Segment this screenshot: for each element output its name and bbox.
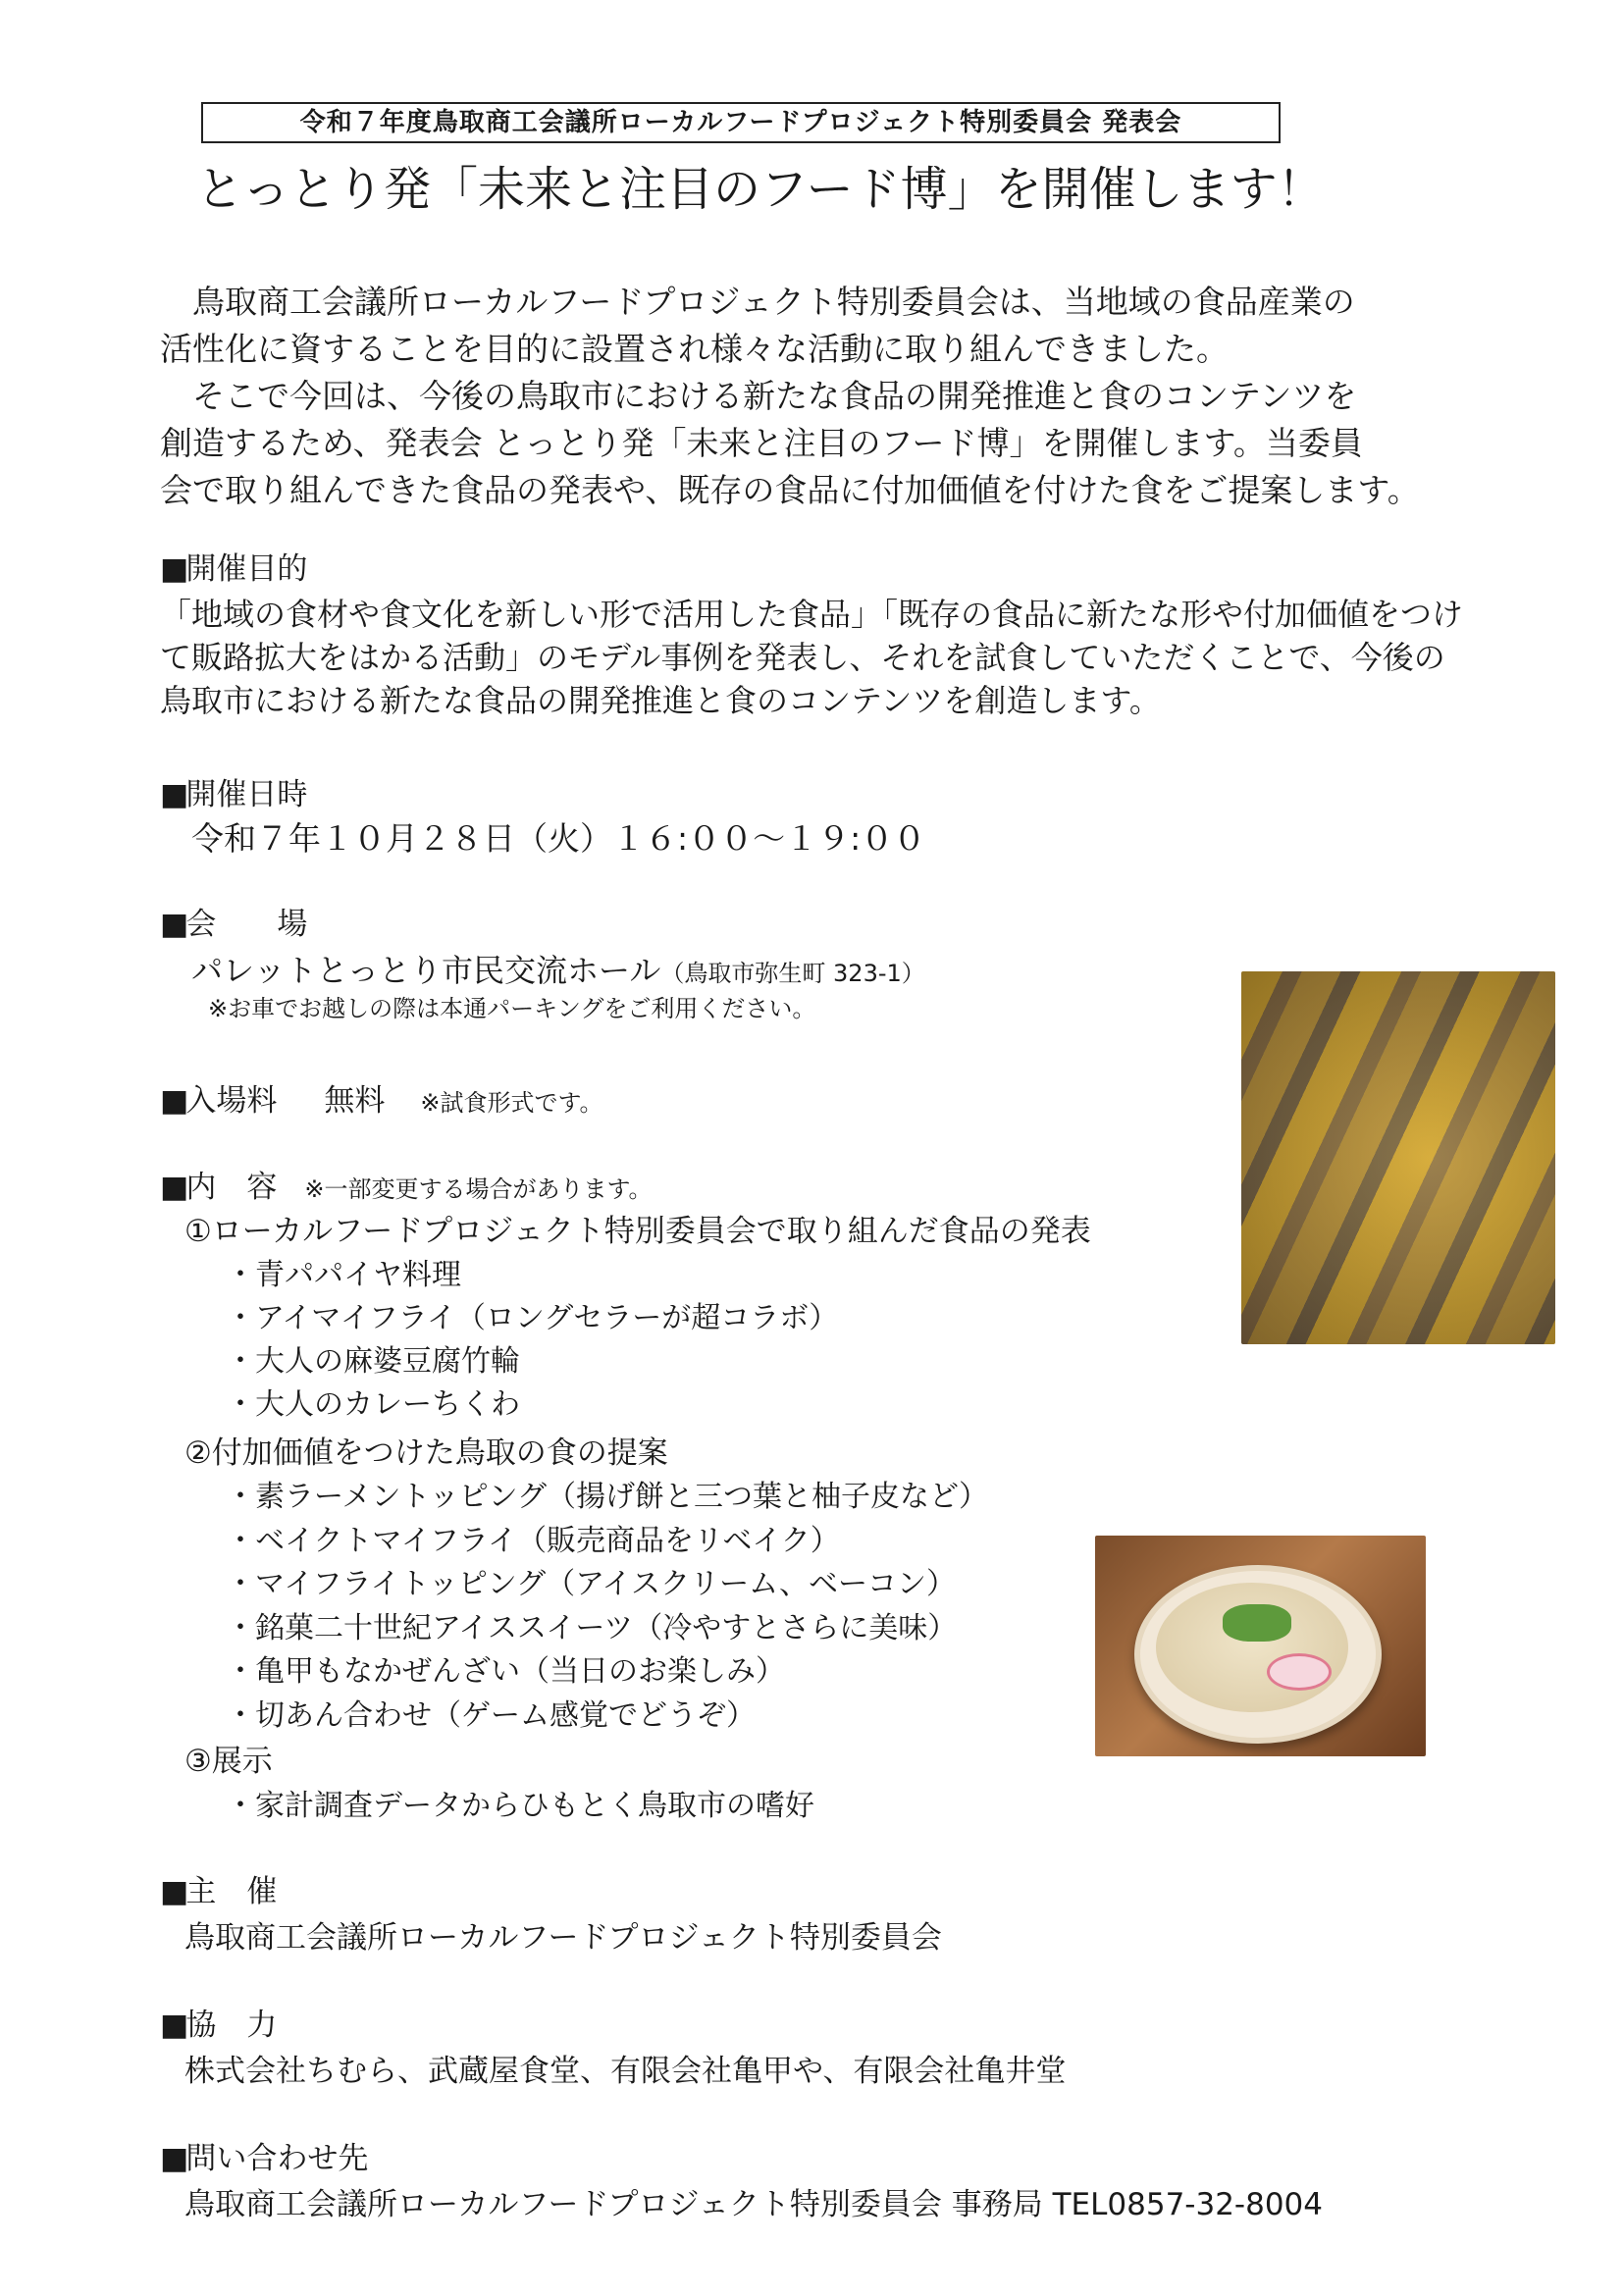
intro-line: 会で取り組んできた食品の発表や、既存の食品に付加価値を付けた食をご提案します。 bbox=[160, 471, 1420, 509]
square-bullet-icon: ■ bbox=[160, 1874, 189, 1909]
square-bullet-icon: ■ bbox=[160, 777, 189, 812]
content-section-3-list bbox=[226, 1784, 814, 1829]
soup-shape bbox=[1156, 1583, 1348, 1712]
square-bullet-icon: ■ bbox=[160, 1170, 189, 1205]
fee-value: 無料 bbox=[324, 1083, 386, 1119]
chikuwa-product-photo bbox=[1241, 971, 1555, 1344]
ramen-bowl-photo bbox=[1095, 1536, 1426, 1756]
fee-note: ※試食形式です。 bbox=[420, 1089, 603, 1117]
content-section-2-title: ②付加価値をつけた鳥取の食の提案 bbox=[184, 1435, 668, 1471]
intro-paragraphs bbox=[160, 279, 1534, 514]
organizer-heading: ■主 催 bbox=[160, 1874, 278, 1909]
kamaboko-topping bbox=[1267, 1653, 1332, 1691]
list-item: ・素ラーメントッピング（揚げ餅と三つ葉と柚子皮など） bbox=[226, 1480, 988, 1514]
list-item: ・大人の麻婆豆腐竹輪 bbox=[226, 1344, 520, 1379]
content-section-1-title: ①ローカルフードプロジェクト特別委員会で取り組んだ食品の発表 bbox=[184, 1214, 1091, 1249]
purpose-line: て販路拡大をはかる活動」のモデル事例を発表し、それを試食していただくことで、今後の bbox=[160, 639, 1445, 676]
list-item: ・ベイクトマイフライ（販売商品をリベイク） bbox=[226, 1523, 840, 1558]
purpose-heading: ■開催目的 bbox=[160, 551, 308, 587]
datetime-value: 令和７年１０月２８日（火）１６:００～１９:００ bbox=[191, 819, 926, 858]
list-item: ・大人のカレーちくわ bbox=[226, 1387, 520, 1422]
contact-heading: ■問い合わせ先 bbox=[160, 2141, 369, 2176]
intro-line: 鳥取商工会議所ローカルフードプロジェクト特別委員会は、当地域の食品産業の bbox=[192, 283, 1355, 321]
content-section-2-list bbox=[226, 1476, 988, 1738]
purpose-line: 「地域の食材や食文化を新しい形で活用した食品」「既存の食品に新たな形や付加価値をつけ bbox=[160, 596, 1464, 633]
venue-name: パレットとっとり市民交流ホール bbox=[191, 952, 661, 989]
green-onion-topping bbox=[1223, 1604, 1291, 1642]
datetime-heading: ■開催日時 bbox=[160, 777, 308, 812]
event-subtitle-box bbox=[201, 102, 1281, 143]
venue-note: ※お車でお越しの際は本通パーキングをご利用ください。 bbox=[208, 995, 816, 1022]
list-item: ・アイマイフライ（ロングセラーが超コラボ） bbox=[226, 1301, 839, 1335]
list-item: ・青パパイヤ料理 bbox=[226, 1258, 461, 1292]
square-bullet-icon: ■ bbox=[160, 2141, 189, 2176]
content-section-3-title: ③展示 bbox=[184, 1744, 273, 1779]
square-bullet-icon: ■ bbox=[160, 551, 189, 587]
event-subtitle: 令和７年度鳥取商工会議所ローカルフードプロジェクト特別委員会 発表会 bbox=[299, 108, 1182, 137]
intro-line: 活性化に資することを目的に設置され様々な活動に取り組んできました。 bbox=[160, 330, 1229, 368]
square-bullet-icon: ■ bbox=[160, 907, 189, 942]
purpose-text bbox=[160, 593, 1463, 722]
content-section-1-list bbox=[226, 1254, 838, 1427]
venue-heading: ■会 場 bbox=[160, 907, 308, 942]
list-item: ・銘菓二十世紀アイススイーツ（冷やすとさらに美味） bbox=[226, 1610, 958, 1645]
intro-line: そこで今回は、今後の鳥取市における新たな食品の開発推進と食のコンテンツを bbox=[192, 377, 1357, 415]
list-item: ・家計調査データからひもとく鳥取市の嗜好 bbox=[226, 1789, 814, 1823]
content-note: ※一部変更する場合があります。 bbox=[304, 1175, 653, 1203]
main-title: とっとり発「未来と注目のフード博」を開催します！ bbox=[196, 162, 1325, 217]
venue-address: （鳥取市弥生町 323-1） bbox=[660, 960, 925, 987]
fee-heading: ■入場料 無料 ※試食形式です。 bbox=[160, 1083, 603, 1119]
list-item: ・マイフライトッピング（アイスクリーム、ベーコン） bbox=[226, 1567, 956, 1601]
square-bullet-icon: ■ bbox=[160, 1083, 189, 1119]
venue-line bbox=[191, 948, 925, 996]
cooperation-heading: ■協 力 bbox=[160, 2008, 278, 2043]
square-bullet-icon: ■ bbox=[160, 2008, 189, 2043]
content-heading: ■内 容 ※一部変更する場合があります。 bbox=[160, 1170, 653, 1205]
intro-line: 創造するため、発表会 とっとり発「未来と注目のフード博」を開催します。当委員 bbox=[160, 424, 1363, 462]
list-item: ・亀甲もなかぜんざい（当日のお楽しみ） bbox=[226, 1654, 785, 1689]
purpose-line: 鳥取市における新たな食品の開発推進と食のコンテンツを創造します。 bbox=[160, 682, 1161, 719]
organizer-value: 鳥取商工会議所ローカルフードプロジェクト特別委員会 bbox=[184, 1920, 942, 1956]
contact-value: 鳥取商工会議所ローカルフードプロジェクト特別委員会 事務局 TEL0857-32-8004 bbox=[184, 2187, 1324, 2222]
cooperation-value: 株式会社ちむら、武蔵屋食堂、有限会社亀甲や、有限会社亀井堂 bbox=[184, 2054, 1067, 2089]
list-item: ・切あん合わせ（ゲーム感覚でどうぞ） bbox=[226, 1697, 756, 1733]
